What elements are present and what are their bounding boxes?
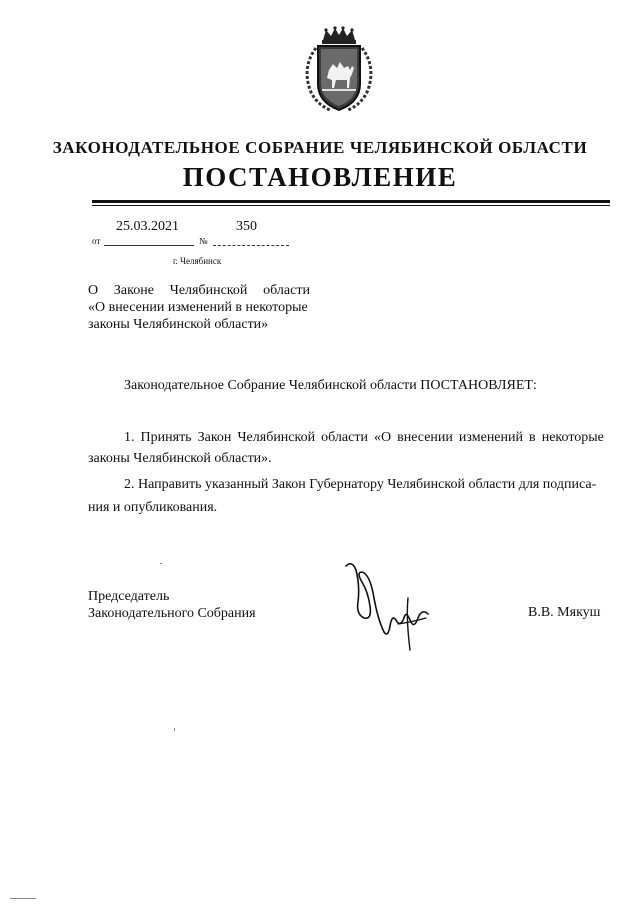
date-underline (104, 245, 194, 246)
item-1-word: Принять (140, 430, 192, 445)
coat-of-arms-icon (296, 26, 382, 116)
item-1-word: Челябинской (237, 430, 316, 445)
handwritten-signature-icon (336, 558, 436, 654)
subject-word: области (263, 283, 310, 298)
number-underline (213, 245, 289, 246)
document-date: 25.03.2021 (116, 219, 179, 234)
signer-title-line-2: Законодательного Собрания (88, 606, 256, 621)
item-1-word: «О (373, 430, 392, 445)
city: г. Челябинск (173, 256, 222, 266)
document-type-title: ПОСТАНОВЛЕНИЕ (182, 162, 458, 192)
item-1-word: внесении (397, 430, 453, 445)
item-1-word: некоторые (541, 430, 604, 445)
item-1-word: Закон (197, 430, 232, 445)
item-1-word: изменений (458, 430, 524, 445)
subject-line-2: «О внесении изменений в некоторые (88, 300, 308, 315)
subject-line-1 (88, 282, 310, 299)
item-1-word: в (529, 430, 536, 445)
scan-speck (160, 563, 162, 564)
document-subject (88, 282, 310, 333)
header-rule-thick (92, 200, 610, 203)
header-rule-thin (92, 205, 610, 206)
item-1-line-1 (124, 430, 604, 446)
organization-name: ЗАКОНОДАТЕЛЬНОЕ СОБРАНИЕ ЧЕЛЯБИНСКОЙ ОБЛАСТИ (52, 138, 588, 157)
signer-title (88, 588, 256, 622)
scan-speck (10, 898, 36, 899)
subject-word: О (88, 283, 99, 298)
document-number: 350 (236, 219, 257, 234)
item-2-line-2: ния и опубликования. (88, 500, 218, 515)
signer-title-line-1: Председатель (88, 589, 170, 604)
item-1-word: 1. (124, 430, 135, 445)
subject-line-3: законы Челябинской области» (88, 317, 269, 332)
item-2-line-1: 2. Направить указанный Закон Губернатору Челябинской области для подписа- (124, 477, 597, 492)
subject-word: Законе (113, 283, 154, 298)
item-1-line-2: законы Челябинской области». (88, 451, 272, 466)
number-label: № (199, 236, 208, 246)
item-1-word: области (321, 430, 368, 445)
scan-speck (174, 728, 175, 731)
decree-statement: Законодательное Собрание Челябинской области ПОСТАНОВЛЯЕТ: (124, 378, 537, 393)
subject-word: Челябинской (169, 283, 248, 298)
signer-name: В.В. Мякуш (528, 605, 601, 620)
date-label: от (92, 236, 101, 246)
